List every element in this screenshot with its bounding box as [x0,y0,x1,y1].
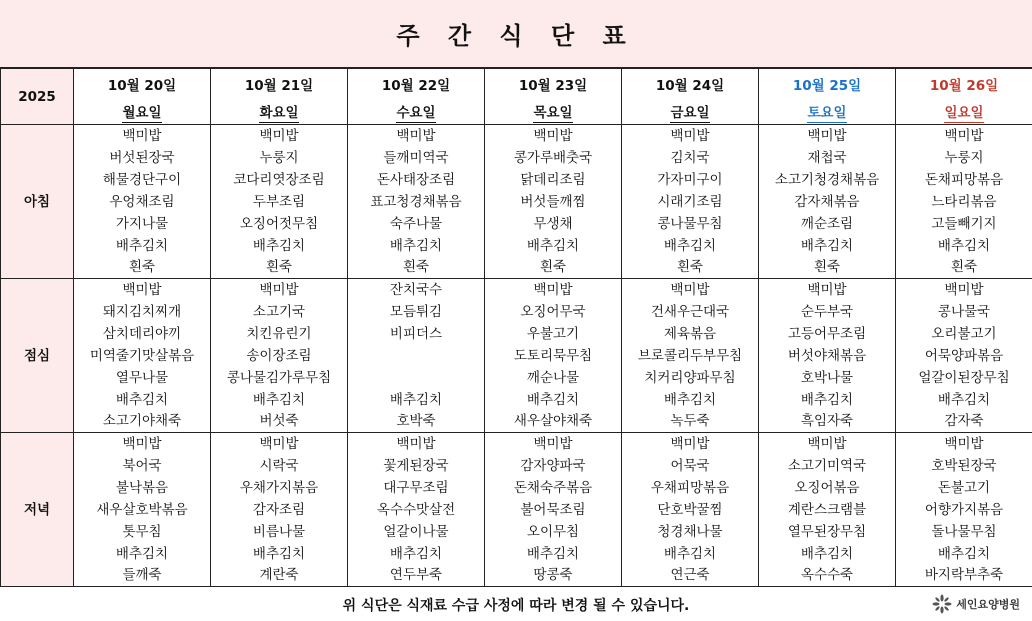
menu-item: 백미밥 [759,279,896,301]
menu-item: 비피더스 [348,323,485,345]
menu-item: 우채가지볶음 [211,477,348,499]
menu-item: 재첩국 [759,147,896,169]
menu-item: 백미밥 [485,279,622,301]
menu-item: 고등어무조림 [759,323,896,345]
menu-item: 시래기조림 [622,191,759,213]
menu-item: 소고기청경채볶음 [759,169,896,191]
weekday-label: 목요일 [533,105,573,122]
menu-item: 계란죽 [211,565,348,587]
menu-row [1,213,1032,235]
menu-item: 대구무조림 [348,477,485,499]
menu-item: 배추김치 [348,543,485,565]
menu-item: 콩가루배춧국 [485,147,622,169]
menu-item: 누룽지 [896,147,1032,169]
page-title: 주 간 식 단 표 [0,0,1032,68]
logo-text: 세인요양병원 [956,598,1020,611]
menu-item: 옥수수죽 [759,565,896,587]
weekday-header [74,103,211,125]
menu-item: 백미밥 [485,433,622,455]
menu-item: 백미밥 [211,279,348,301]
menu-item: 백미밥 [759,125,896,147]
date-header: 10월 20일 [74,69,211,103]
menu-row [1,521,1032,543]
weekday-label: 수요일 [396,105,436,122]
date-header: 10월 23일 [485,69,622,103]
menu-item: 치킨유린기 [211,323,348,345]
menu-item: 녹두죽 [622,411,759,433]
menu-item: 버섯죽 [211,411,348,433]
menu-item: 배추김치 [622,235,759,257]
date-header: 10월 26일 [896,69,1032,103]
menu-item: 배추김치 [896,235,1032,257]
menu-item: 백미밥 [622,279,759,301]
weekday-header [759,103,896,125]
menu-item: 흰죽 [622,257,759,279]
menu-item: 백미밥 [485,125,622,147]
menu-item: 호박죽 [348,411,485,433]
menu-item: 소고기야채죽 [74,411,211,433]
menu-item: 돈채숙주볶음 [485,477,622,499]
menu-item: 얼갈이나물 [348,521,485,543]
menu-item: 배추김치 [348,389,485,411]
menu-item: 새우살야채죽 [485,411,622,433]
menu-item: 미역줄기맛살볶음 [74,345,211,367]
menu-item: 치커리양파무침 [622,367,759,389]
menu-item: 우채피망볶음 [622,477,759,499]
menu-item: 백미밥 [622,433,759,455]
menu-item: 비름나물 [211,521,348,543]
menu-item: 배추김치 [74,235,211,257]
menu-item: 제육볶음 [622,323,759,345]
hospital-logo [932,592,1020,616]
weekday-label: 일요일 [944,105,984,122]
menu-item: 바지락부추죽 [896,565,1032,587]
menu-item: 우불고기 [485,323,622,345]
weekday-header [622,103,759,125]
menu-item: 느타리볶음 [896,191,1032,213]
menu-item: 연두부죽 [348,565,485,587]
menu-item: 백미밥 [348,125,485,147]
menu-item: 삼치데리야끼 [74,323,211,345]
menu-item: 해물경단구이 [74,169,211,191]
weekday-label: 화요일 [259,105,299,122]
menu-item: 오징어무국 [485,301,622,323]
weekday-header [348,103,485,125]
menu-item: 김치국 [622,147,759,169]
menu-item: 콩나물김가루무침 [211,367,348,389]
menu-item: 버섯된장국 [74,147,211,169]
footer-note: 위 식단은 식재료 수급 사정에 따라 변경 될 수 있습니다. [342,597,690,614]
menu-item: 흰죽 [74,257,211,279]
menu-item: 백미밥 [74,433,211,455]
menu-item: 감자채볶음 [759,191,896,213]
menu-item: 닭데리조림 [485,169,622,191]
menu-item: 배추김치 [485,235,622,257]
menu-item: 북어국 [74,455,211,477]
menu-item: 누룽지 [211,147,348,169]
menu-row [1,257,1032,279]
menu-item: 배추김치 [74,389,211,411]
meal-label: 점심 [1,279,74,433]
menu-row [1,301,1032,323]
menu-item: 단호박꿀찜 [622,499,759,521]
weekday-header [485,103,622,125]
menu-item: 코다리엿장조림 [211,169,348,191]
menu-item: 도토리묵무침 [485,345,622,367]
menu-item [348,367,485,389]
menu-item: 흰죽 [896,257,1032,279]
menu-item: 흰죽 [485,257,622,279]
weekday-label: 월요일 [122,105,162,122]
menu-row [1,389,1032,411]
date-header: 10월 25일 [759,69,896,103]
year-cell: 2025 [1,69,74,125]
menu-item: 오징어볶음 [759,477,896,499]
menu-item: 두부조림 [211,191,348,213]
menu-item: 오이무침 [485,521,622,543]
menu-item: 배추김치 [896,543,1032,565]
weekday-label: 토요일 [807,105,847,122]
menu-item: 흰죽 [211,257,348,279]
date-header: 10월 21일 [211,69,348,103]
menu-item: 새우살호박볶음 [74,499,211,521]
weekday-header [896,103,1032,125]
menu-row [1,323,1032,345]
menu-item: 불어묵조림 [485,499,622,521]
menu-item: 옥수수맛살전 [348,499,485,521]
menu-item: 계란스크램블 [759,499,896,521]
menu-item: 백미밥 [622,125,759,147]
menu-item: 어향가지볶음 [896,499,1032,521]
menu-item: 가자미구이 [622,169,759,191]
menu-item: 소고기국 [211,301,348,323]
menu-row [1,235,1032,257]
menu-item: 백미밥 [896,433,1032,455]
menu-row [1,499,1032,521]
menu-item: 배추김치 [485,543,622,565]
menu-item: 고들빼기지 [896,213,1032,235]
meal-label: 아침 [1,125,74,279]
menu-item: 배추김치 [211,543,348,565]
menu-item: 콩나물무침 [622,213,759,235]
menu-item: 배추김치 [74,543,211,565]
menu-item: 모듬튀김 [348,301,485,323]
menu-item: 무생채 [485,213,622,235]
menu-item: 백미밥 [74,125,211,147]
menu-row [1,455,1032,477]
menu-item: 표고청경채볶음 [348,191,485,213]
menu-row [1,279,1032,301]
menu-item: 잔치국수 [348,279,485,301]
menu-item: 소고기미역국 [759,455,896,477]
menu-item: 순두부국 [759,301,896,323]
menu-item: 호박나물 [759,367,896,389]
menu-item: 얼갈이된장무침 [896,367,1032,389]
menu-item: 콩나물국 [896,301,1032,323]
menu-item: 브로콜리두부무침 [622,345,759,367]
menu-item: 배추김치 [348,235,485,257]
menu-item: 호박된장국 [896,455,1032,477]
menu-item: 버섯야채볶음 [759,345,896,367]
menu-item: 감자죽 [896,411,1032,433]
meal-label: 저녁 [1,433,74,587]
menu-item: 돈사태장조림 [348,169,485,191]
menu-item: 백미밥 [74,279,211,301]
menu-item: 숙주나물 [348,213,485,235]
menu-item: 깨순조림 [759,213,896,235]
menu-item: 배추김치 [485,389,622,411]
menu-item: 감자조림 [211,499,348,521]
menu-item: 어묵국 [622,455,759,477]
menu-item: 버섯들깨찜 [485,191,622,213]
menu-item: 배추김치 [622,389,759,411]
menu-item: 톳무침 [74,521,211,543]
menu-item: 흰죽 [348,257,485,279]
menu-item: 배추김치 [896,389,1032,411]
menu-item: 돼지김치찌개 [74,301,211,323]
menu-item: 흑임자죽 [759,411,896,433]
menu-item: 배추김치 [759,389,896,411]
weekday-label: 금요일 [670,105,710,122]
menu-item: 청경채나물 [622,521,759,543]
menu-item: 불낙볶음 [74,477,211,499]
menu-row [1,191,1032,213]
date-header: 10월 24일 [622,69,759,103]
menu-item: 어묵양파볶음 [896,345,1032,367]
menu-item: 깨순나물 [485,367,622,389]
menu-item: 들깨미역국 [348,147,485,169]
menu-item: 돈불고기 [896,477,1032,499]
menu-item: 백미밥 [896,279,1032,301]
menu-item: 가지나물 [74,213,211,235]
weekly-menu-table [0,68,1032,587]
menu-item: 오리불고기 [896,323,1032,345]
menu-item: 송이장조림 [211,345,348,367]
menu-item: 열무된장무침 [759,521,896,543]
menu-item: 백미밥 [211,433,348,455]
menu-item: 돈채피망볶음 [896,169,1032,191]
menu-item: 배추김치 [211,235,348,257]
menu-item [348,345,485,367]
menu-item: 백미밥 [896,125,1032,147]
menu-item: 백미밥 [759,433,896,455]
menu-item: 백미밥 [211,125,348,147]
menu-item: 백미밥 [348,433,485,455]
menu-item: 흰죽 [759,257,896,279]
menu-item: 배추김치 [759,235,896,257]
menu-row [1,411,1032,433]
menu-item: 배추김치 [622,543,759,565]
menu-item: 감자양파국 [485,455,622,477]
menu-row [1,565,1032,587]
menu-item: 건새우근대국 [622,301,759,323]
menu-item: 들깨죽 [74,565,211,587]
menu-item: 오징어젓무침 [211,213,348,235]
menu-item: 땅콩죽 [485,565,622,587]
menu-row [1,345,1032,367]
menu-item: 돌나물무침 [896,521,1032,543]
menu-item: 배추김치 [211,389,348,411]
weekday-header [211,103,348,125]
date-header: 10월 22일 [348,69,485,103]
menu-row [1,433,1032,455]
menu-row [1,125,1032,147]
menu-item: 연근죽 [622,565,759,587]
menu-item: 열무나물 [74,367,211,389]
menu-row [1,147,1032,169]
menu-item: 시락국 [211,455,348,477]
menu-item: 꽃게된장국 [348,455,485,477]
menu-row [1,543,1032,565]
menu-row [1,477,1032,499]
menu-row [1,169,1032,191]
sparkle-leaf-icon [932,594,952,614]
menu-item: 우엉채조림 [74,191,211,213]
menu-row [1,367,1032,389]
menu-item: 배추김치 [759,543,896,565]
